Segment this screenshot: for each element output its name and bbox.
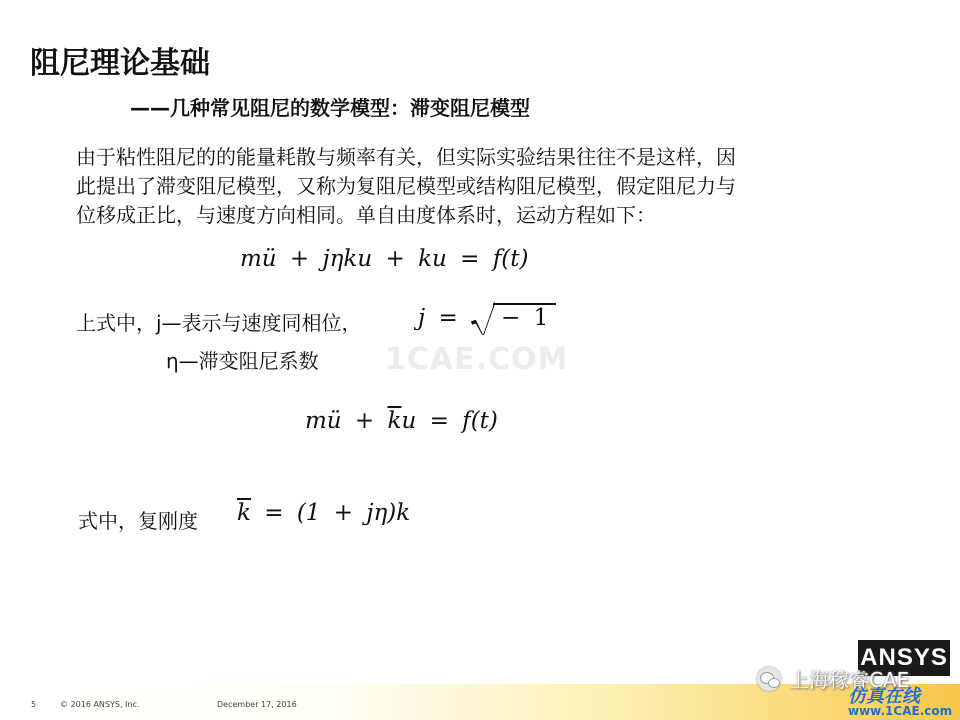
kbar-rhs: = (1 + jη)k: [264, 500, 411, 526]
complex-stiffness-text: 式中，复刚度: [78, 509, 198, 533]
sqrt-radicand: − 1: [493, 303, 556, 331]
wechat-account-name: 上海稼睿CAE: [789, 668, 910, 692]
paragraph-line-3: 位移成正比，与速度方向相同。单自由度体系时，运动方程如下：: [76, 203, 656, 227]
site-watermark-url: www.1CAE.com: [848, 704, 953, 718]
footer-copyright: © 2016 ANSYS, Inc.: [60, 700, 140, 709]
slide-title: 阻尼理论基础: [30, 46, 210, 81]
slide-subtitle: ——几种常见阻尼的数学模型：滞变阻尼模型: [130, 96, 530, 120]
j-definition-text: 上式中，j—表示与速度同相位，: [76, 311, 362, 335]
sqrt-symbol: [471, 303, 556, 331]
wechat-icon: [757, 667, 781, 691]
center-watermark: 1CAE.COM: [385, 342, 569, 377]
j-lhs: j =: [418, 305, 458, 331]
eq2-left: mü +: [305, 408, 375, 434]
paragraph-line-1: 由于粘性阻尼的的能量耗散与频率有关，但实际实验结果往往不是这样，因: [76, 145, 736, 169]
eta-definition-text: η—滞变阻尼系数: [166, 349, 319, 373]
paragraph-line-2: 此提出了滞变阻尼模型，又称为复阻尼模型或结构阻尼模型，假定阻尼力与: [76, 174, 736, 198]
intro-paragraph: [76, 143, 876, 230]
complex-stiffness-equation: [305, 408, 498, 434]
footer-page-number: 5: [31, 700, 37, 709]
kbar-definition: [237, 500, 410, 526]
k-bar: $\overline{k}$: [387, 408, 402, 434]
motion-equation: mü + jηku + ku = f(t): [240, 246, 529, 272]
footer-date: December 17, 2016: [217, 700, 297, 709]
j-equation: [418, 303, 556, 331]
site-watermark-cn: 仿真在线: [848, 686, 920, 707]
ansys-logo: ANSYS: [858, 640, 950, 676]
kbar-symbol: $\overline{k}$: [237, 500, 251, 526]
eq2-right: u = f(t): [401, 408, 498, 434]
